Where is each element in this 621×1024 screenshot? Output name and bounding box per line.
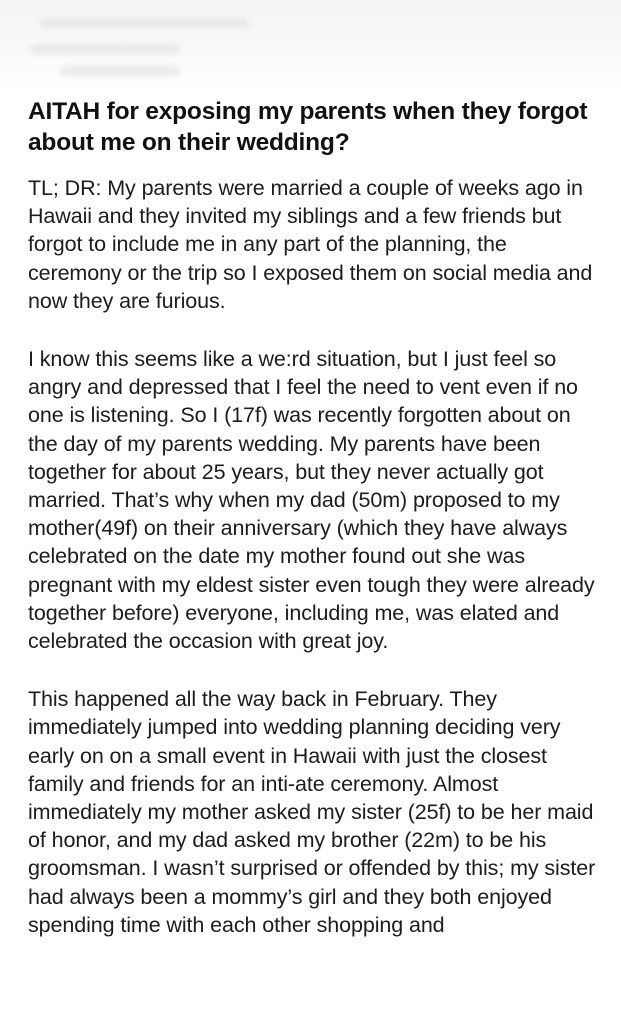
post-body: [28, 174, 600, 939]
blurred-header-line: [60, 66, 180, 76]
post-paragraph: This happened all the way back in February. They immediately jumped into wedding planning deciding very early on on a small event in Hawaii with just the closest family and friends for an inti-ate ceremony. Almost immediately my mother asked my sister (25f) to be her maid of honor, and my dad asked my brother (22m) to be his groomsman. I wasn’t surprised or offended by this; my sister had always been a mommy’s girl and they both enjoyed spending time with each other shopping and: [28, 687, 596, 937]
blurred-header-line: [30, 44, 180, 54]
post-paragraph: I know this seems like a we:rd situation, but I just feel so angry and depressed that I feel the need to vent even if no one is listening. So I (17f) was recently forgotten about on the day of my parents wedding. My parents have been together for about 25 years, but they never actually got married. That’s why when my dad (50m) proposed to my mother(49f) on their anniversary (which they have always celebrated on the date my mother found out she was pregnant with my eldest sister even tough they were already together before) everyone, including me, was elated and celebrated the occasion with great joy.: [28, 347, 595, 654]
post-paragraph: TL; DR: My parents were married a couple of weeks ago in Hawaii and they invited my siblings and a few friends but forgot to include me in any part of the planning, the ceremony or the trip so I exposed them on social media and now they are furious.: [28, 176, 593, 313]
blurred-header-area: [0, 0, 621, 90]
post: [28, 96, 600, 939]
post-title: AITAH for exposing my parents when they forgot about me on their wedding?: [28, 98, 588, 156]
blurred-header-line: [40, 18, 250, 28]
